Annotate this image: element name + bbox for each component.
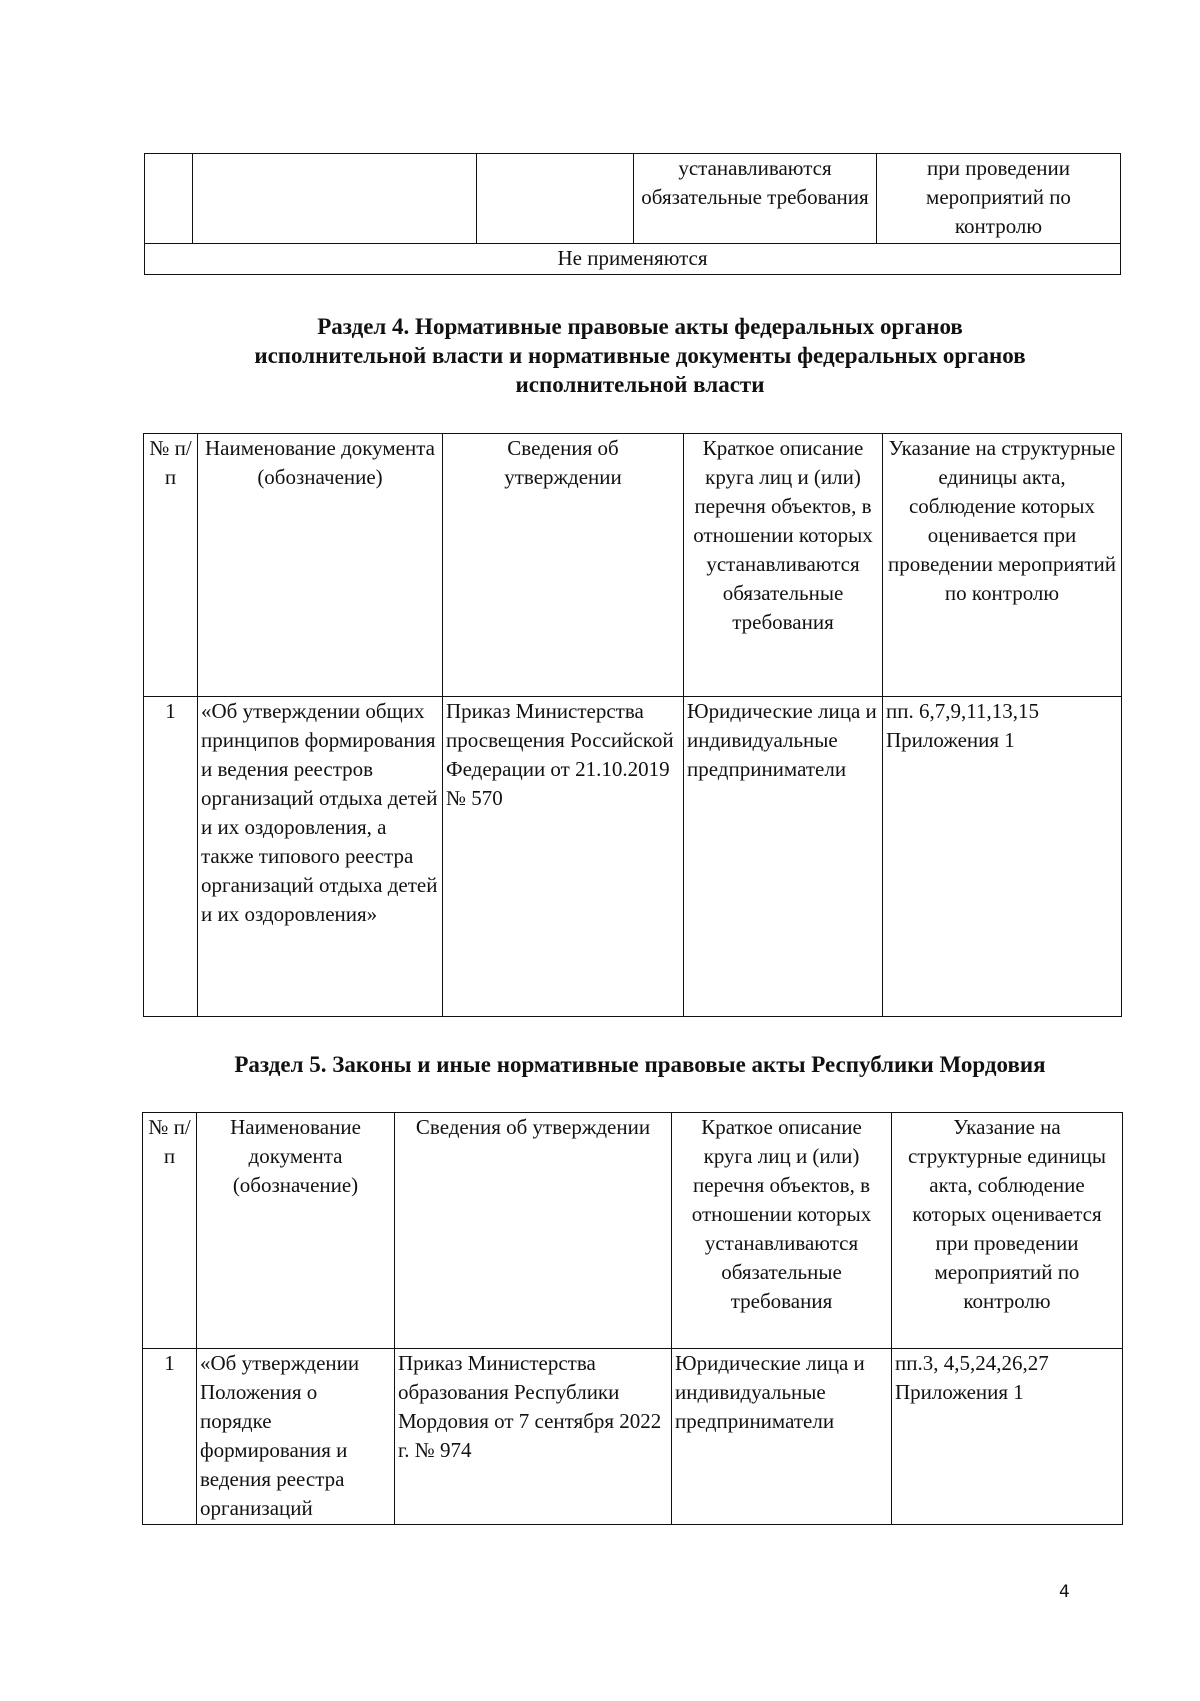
top-table: [144, 153, 1121, 275]
row-approval: Приказ Министерства образования Республики Мордовия от 7 сентября 2022 г. № 974: [395, 1349, 672, 1525]
header-description: Краткое описание круга лиц и (или) перечня объектов, в отношении которых устанавливаются обязательные требования: [684, 434, 883, 697]
row-units: пп. 6,7,9,11,13,15 Приложения 1: [883, 697, 1122, 1017]
table-cell: [477, 154, 634, 244]
header-num: № п/п: [143, 1113, 197, 1349]
section4-title: Раздел 4. Нормативные правовые акты федеральных органов исполнительной власти и нормативные документы федеральных органов исполнительной власти: [254, 314, 1026, 397]
row-description: Юридические лица и индивидуальные предприниматели: [684, 697, 883, 1017]
header-approval: Сведения об утверждении: [395, 1113, 672, 1349]
header-approval: Сведения об утверждении: [443, 434, 684, 697]
section5-table: [142, 1112, 1123, 1525]
header-num: № п/п: [144, 434, 198, 697]
table-header-row: [144, 434, 1122, 697]
table-header-row: [143, 1113, 1123, 1349]
page-number: 4: [1059, 1582, 1070, 1602]
table-row: [143, 1349, 1123, 1525]
table-row: [145, 154, 1121, 244]
row-units: пп.3, 4,5,24,26,27 Приложения 1: [892, 1349, 1123, 1525]
section5-title: Раздел 5. Законы и иные нормативные правовые акты Республики Мордовия: [234, 1052, 1046, 1077]
header-units: Указание на структурные единицы акта, соблюдение которых оценивается при проведении мероприятий по контролю: [892, 1113, 1123, 1349]
header-name: Наименование документа (обозначение): [197, 1113, 395, 1349]
row-name: «Об утверждении общих принципов формирования и ведения реестров организаций отдыха детей и их оздоровления, а также типового реестра организаций отдыха детей и их оздоровления»: [198, 697, 443, 1017]
table-row: [144, 697, 1122, 1017]
section4-table: [143, 433, 1122, 1017]
table-cell: при проведении мероприятий по контролю: [877, 154, 1121, 244]
row-num: 1: [144, 697, 198, 1017]
row-approval: Приказ Министерства просвещения Российской Федерации от 21.10.2019 № 570: [443, 697, 684, 1017]
table-cell: [193, 154, 477, 244]
header-description: Краткое описание круга лиц и (или) перечня объектов, в отношении которых устанавливаются обязательные требования: [672, 1113, 892, 1349]
table-row: [145, 244, 1121, 275]
not-applicable-cell: Не применяются: [145, 244, 1121, 275]
table-cell: устанавливаются обязательные требования: [634, 154, 877, 244]
row-num: 1: [143, 1349, 197, 1525]
row-description: Юридические лица и индивидуальные предприниматели: [672, 1349, 892, 1525]
header-units: Указание на структурные единицы акта, соблюдение которых оценивается при проведении мероприятий по контролю: [883, 434, 1122, 697]
row-name: «Об утверждении Положения о порядке формирования и ведения реестра организаций: [197, 1349, 395, 1525]
header-name: Наименование документа (обозначение): [198, 434, 443, 697]
table-cell: [145, 154, 193, 244]
